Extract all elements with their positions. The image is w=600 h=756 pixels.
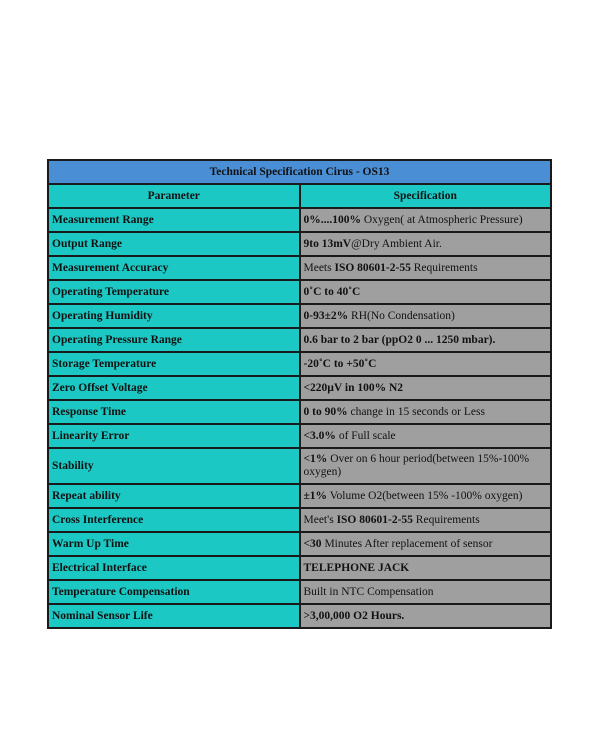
table-row — [48, 376, 551, 400]
parameter-cell: Warm Up Time — [48, 532, 300, 556]
spec-text: change in 15 seconds or Less — [347, 405, 485, 418]
specification-cell — [300, 280, 552, 304]
table-row — [48, 604, 551, 628]
header-parameter: Parameter — [48, 184, 300, 208]
table-row — [48, 484, 551, 508]
spec-value-bold: -20˚C to +50˚C — [303, 357, 377, 370]
parameter-cell: Stability — [48, 448, 300, 484]
specification-cell — [300, 448, 552, 484]
specification-cell — [300, 232, 552, 256]
table-row — [48, 256, 551, 280]
spec-value-bold: ISO 80601-2-55 — [336, 513, 413, 526]
table-row — [48, 580, 551, 604]
table-row — [48, 400, 551, 424]
spec-text-prefix: Meet's — [303, 513, 337, 526]
table-row — [48, 352, 551, 376]
table-row — [48, 508, 551, 532]
specification-cell — [300, 376, 552, 400]
table-row — [48, 304, 551, 328]
specification-cell — [300, 352, 552, 376]
spec-value-bold: 9to 13mV — [303, 237, 352, 250]
spec-text: Minutes After replacement of sensor — [321, 537, 493, 550]
spec-value-bold: ISO 80601-2-55 — [334, 261, 411, 274]
specification-cell — [300, 328, 552, 352]
specification-cell — [300, 532, 552, 556]
parameter-cell: Repeat ability — [48, 484, 300, 508]
table-row — [48, 328, 551, 352]
spec-value-bold: TELEPHONE JACK — [303, 561, 410, 574]
parameter-cell: Nominal Sensor Life — [48, 604, 300, 628]
table-row — [48, 532, 551, 556]
spec-text: Volume O2(between 15% -100% oxygen) — [327, 489, 523, 502]
specification-cell — [300, 604, 552, 628]
specification-cell — [300, 508, 552, 532]
spec-value-bold: <220µV in 100% N2 — [303, 381, 404, 394]
spec-value-bold: <3.0% — [303, 429, 336, 442]
table-row — [48, 424, 551, 448]
parameter-cell: Measurement Accuracy — [48, 256, 300, 280]
spec-value-bold: <30 — [303, 537, 322, 550]
header-specification: Specification — [300, 184, 552, 208]
parameter-cell: Zero Offset Voltage — [48, 376, 300, 400]
parameter-cell: Measurement Range — [48, 208, 300, 232]
spec-value-bold: 0.6 bar to 2 bar (ppO2 0 ... 1250 mbar). — [303, 333, 496, 346]
spec-table — [47, 159, 552, 629]
spec-value-bold: 0%....100% — [303, 213, 361, 226]
table-row — [48, 232, 551, 256]
parameter-cell: Operating Humidity — [48, 304, 300, 328]
parameter-cell: Operating Pressure Range — [48, 328, 300, 352]
specification-cell — [300, 256, 552, 280]
header-row — [48, 184, 551, 208]
parameter-cell: Output Range — [48, 232, 300, 256]
spec-text-prefix: Built in NTC Compensation — [303, 585, 434, 598]
parameter-cell: Cross Interference — [48, 508, 300, 532]
parameter-cell: Response Time — [48, 400, 300, 424]
specification-cell — [300, 208, 552, 232]
spec-text: Requirements — [412, 513, 480, 526]
parameter-cell: Temperature Compensation — [48, 580, 300, 604]
specification-cell — [300, 400, 552, 424]
spec-body — [48, 208, 551, 628]
spec-text: @Dry Ambient Air. — [351, 237, 442, 250]
spec-value-bold: 0-93±2% — [303, 309, 349, 322]
spec-text: Over on 6 hour period(between 15%-100% oxygen) — [303, 453, 530, 478]
spec-value-bold: ±1% — [303, 489, 328, 502]
spec-value-bold: 0 to 90% — [303, 405, 348, 418]
specification-cell — [300, 424, 552, 448]
title-row — [48, 160, 551, 184]
spec-text: Oxygen( at Atmospheric Pressure) — [361, 213, 523, 226]
table-row — [48, 448, 551, 484]
spec-value-bold: <1% — [303, 453, 328, 465]
spec-text: Requirements — [410, 261, 478, 274]
parameter-cell: Storage Temperature — [48, 352, 300, 376]
spec-text-prefix: Meets — [303, 261, 335, 274]
specification-cell — [300, 556, 552, 580]
specification-cell — [300, 580, 552, 604]
table-row — [48, 280, 551, 304]
table-title: Technical Specification Cirus - OS13 — [48, 160, 551, 184]
specification-cell — [300, 304, 552, 328]
table-row — [48, 208, 551, 232]
spec-value-bold: >3,00,000 O2 Hours. — [303, 609, 405, 622]
spec-text: RH(No Condensation) — [348, 309, 455, 322]
spec-value-bold: 0˚C to 40˚C — [303, 285, 361, 298]
parameter-cell: Linearity Error — [48, 424, 300, 448]
specification-cell — [300, 484, 552, 508]
parameter-cell: Operating Temperature — [48, 280, 300, 304]
parameter-cell: Electrical Interface — [48, 556, 300, 580]
table-row — [48, 556, 551, 580]
spec-text: of Full scale — [335, 429, 396, 442]
